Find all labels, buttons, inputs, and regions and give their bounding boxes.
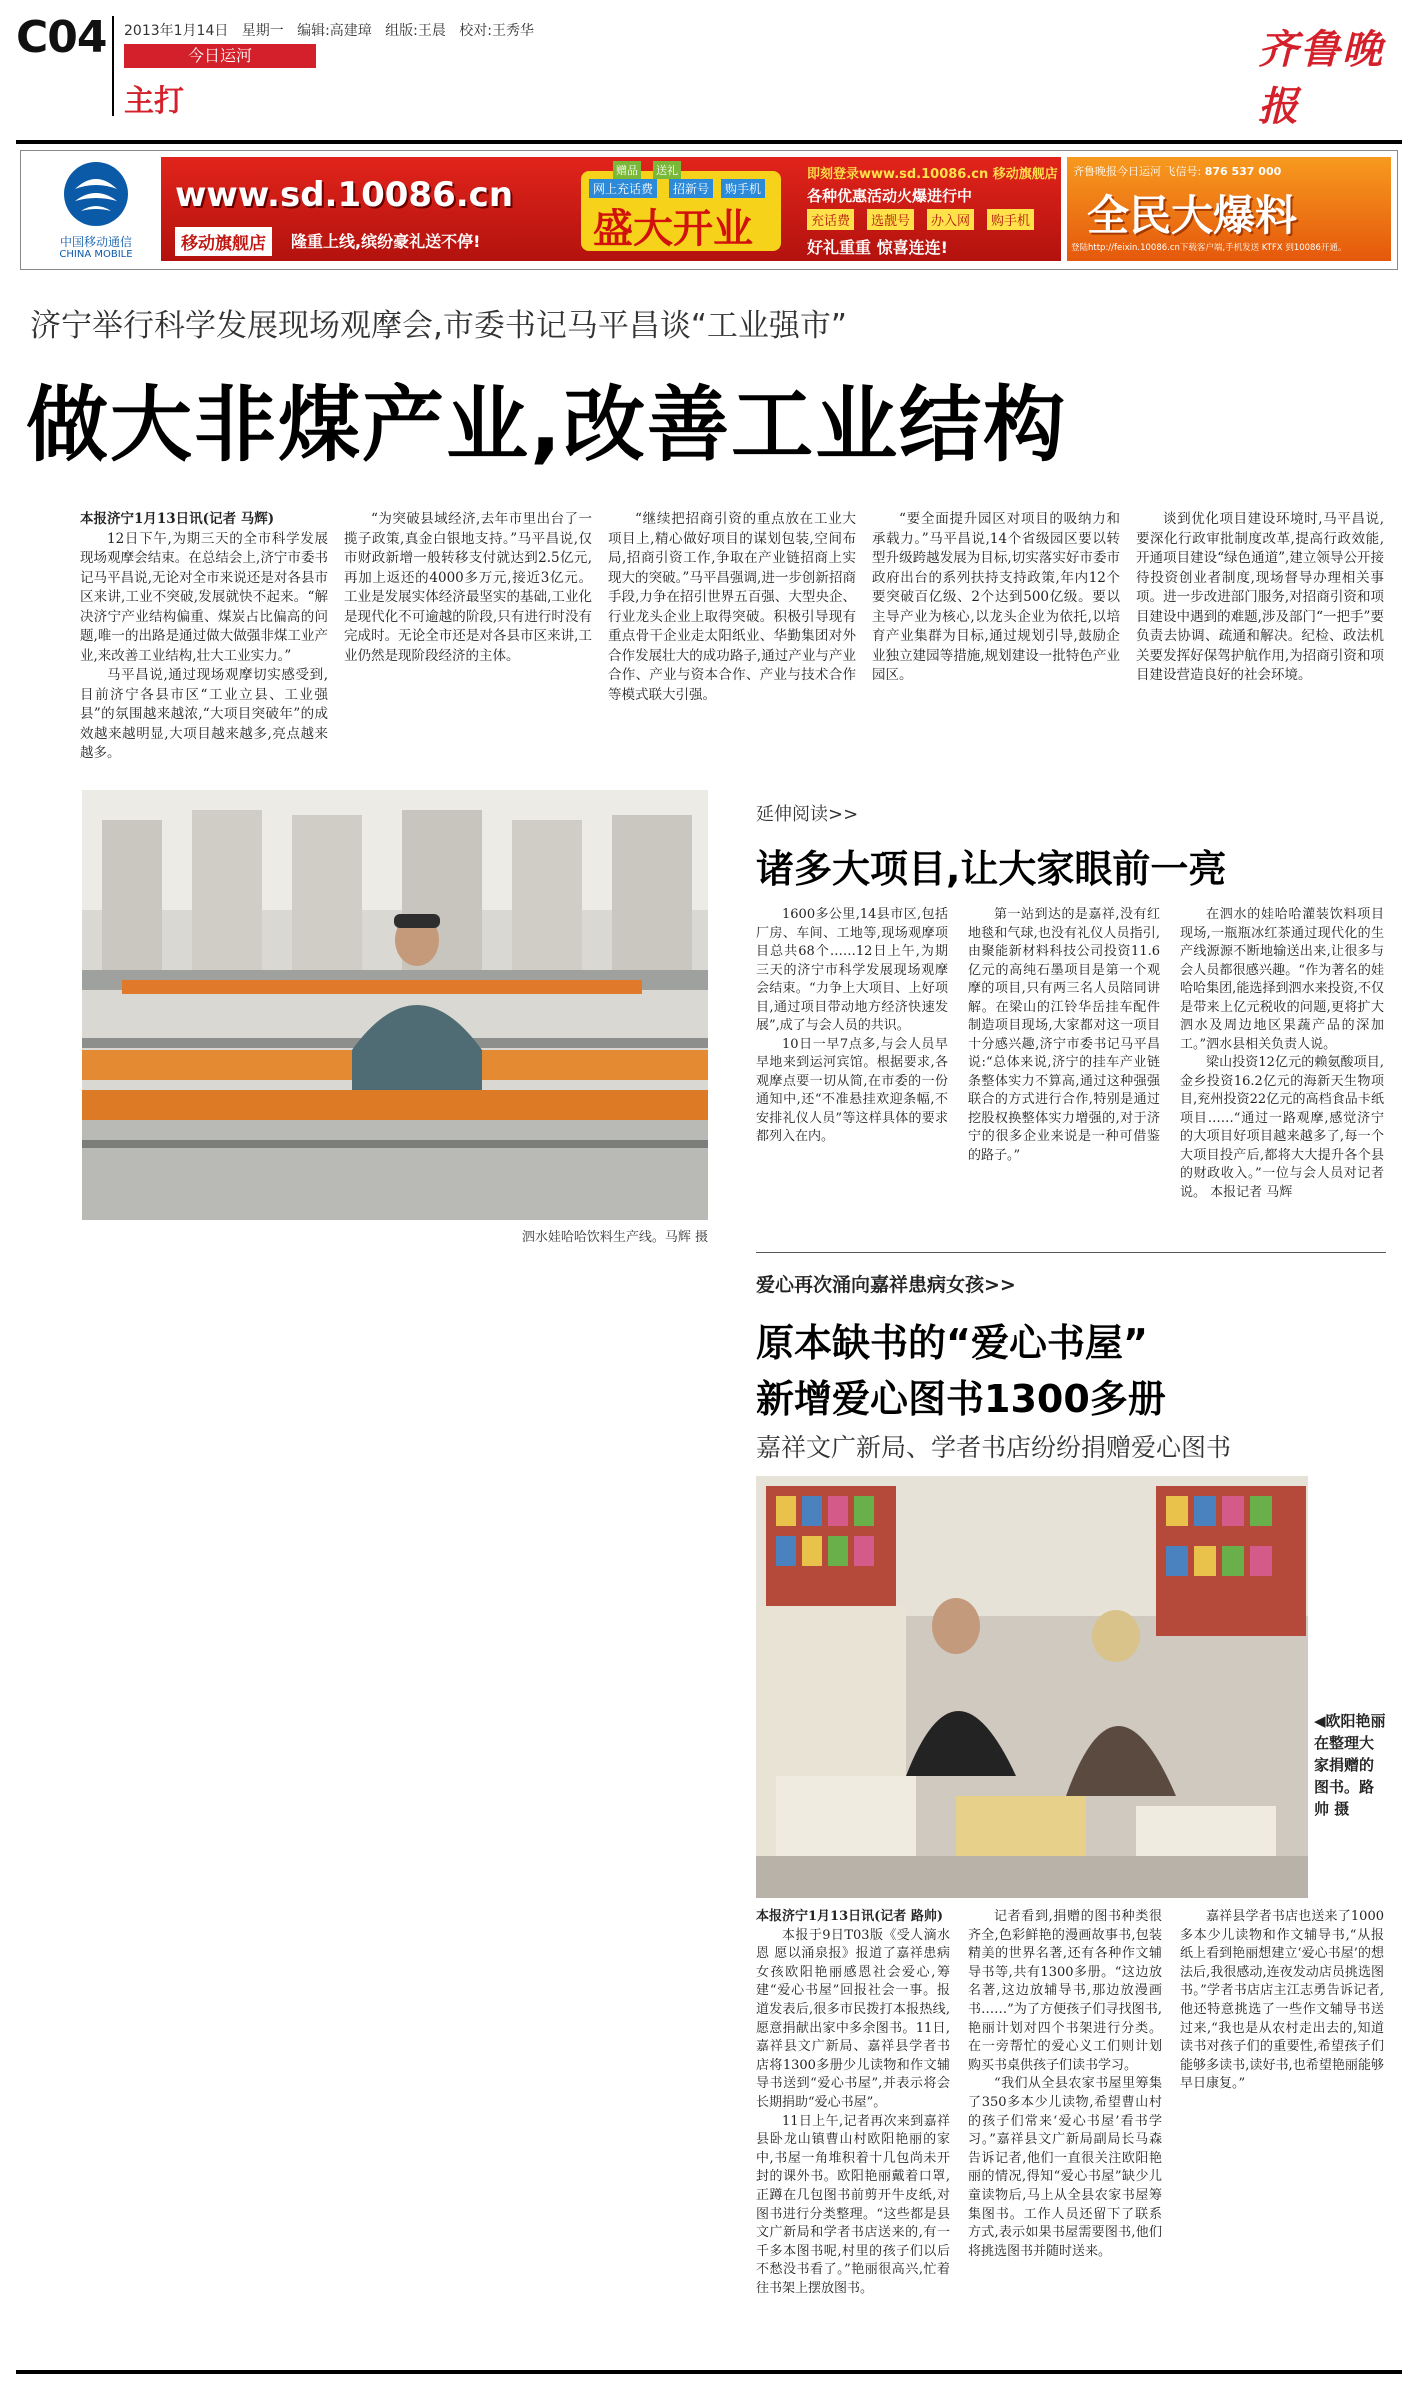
layout-credit: 组版:王晨 — [385, 23, 446, 39]
ad-login: 即刻登录www.sd.10086.cn 移动旗舰店 — [807, 167, 1058, 182]
article3-photo — [756, 1476, 1308, 1898]
tipline-note: 登陆http://feixin.10086.cn下载客户端,手机发送 KTFX 到10086开通。 — [1071, 243, 1347, 253]
proof-credit: 校对:王秀华 — [459, 23, 534, 39]
article1-para: “继续把招商引资的重点放在工业大项目上,精心做好项目的谋划包装,空间布局,招商引资工作,争取在产业链招商上实现大的突破。”马平昌强调,进一步创新招商手段,力争在招引世界五百强、大型央企、行业龙头企业上取得突破。积极引导现有重点骨干企业走太阳纸业、华勤集团对外合作发展壮大的成功路子,通过产业与产业合作、产业与资本合作、产业与技术合作等模式联大引强。 — [608, 511, 856, 703]
header-meta — [124, 20, 534, 40]
article1-para: “要全面提升园区对项目的吸纳力和承载力。”马平昌说,14个省级园区要以转型升级跨越发展为目标,切实落实好市委市政府出台的系列扶持支持政策,年内12个要突破百亿级、2个达到500亿级。要以主导产业为核心,以龙头企业为依托,以培育产业集群为目标,通过规划引导,鼓励企业独立建园等措施,规划建设一批特色产业园区。 — [872, 511, 1120, 683]
article3-col-2 — [968, 1908, 1162, 2364]
article3-para: “我们从全县农家书屋里筹集了350多本少儿读物,希望曹山村的孩子们常来‘爱心书屋’看书学习。”嘉祥县文广新局副局长马森告诉记者,他们一直很关注欧阳艳丽的情况,得知“爱心书屋”缺少儿童读物后,马上从全县农家书屋筹集图书。工作人员还留下了联系方式,表示如果书屋需要图书,他们将挑选图书并随时送来。 — [968, 2076, 1162, 2259]
article3-para: 嘉祥县学者书店也送来了1000多本少儿读物和作文辅导书,“从报纸上看到艳丽想建立‘爱心书屋’的想法后,我很感动,连夜发动店员挑选图书。”学者书店店主江志勇告诉记者,他还特意挑选了一些作文辅导书送过来,“我也是从农村走出去的,知道读书对孩子们的重要性,希望孩子们能够多读书,读好书,也希望艳丽能够早日康复。” — [1180, 1909, 1384, 2092]
ad-tag-2: 购手机 — [721, 179, 765, 198]
ad-url[interactable]: www.sd.10086.cn — [175, 175, 514, 215]
article3-byline: 本报济宁1月13日讯(记者 路帅) — [756, 1909, 943, 1924]
article2-para: 10日一早7点多,与会人员早早地来到运河宾馆。根据要求,各观摩点要一切从简,在市委的一份通知中,还“不准悬挂欢迎条幅,不安排礼仪人员”等这样具体的要求都列入在内。 — [756, 1036, 948, 1144]
bottling-line-illustration — [82, 790, 708, 1220]
ad-tag-1: 招新号 — [669, 179, 713, 198]
article2-headline: 诸多大项目,让大家眼前一亮 — [756, 847, 1227, 891]
tipline-head-label: 齐鲁晚报今日运河 飞信号: — [1073, 165, 1202, 178]
ad-tag-0: 网上充话费 — [589, 179, 657, 198]
article2-para: 1600多公里,14县市区,包括厂房、车间、工地等,现场观摩项目总共68个……12日上午,为期三天的济宁市科学发展现场观摩会结束。“力争上大项目、上好项目,通过项目带动地方经济快速发展”,成了与会人员的共识。 — [756, 907, 948, 1033]
ad-brand-en: CHINA MOBILE — [59, 249, 133, 260]
issue-weekday: 星期一 — [241, 23, 284, 39]
article2-kicker: 延伸阅读>> — [756, 804, 859, 825]
tipline-number: 876 537 000 — [1204, 165, 1282, 178]
article2-divider — [756, 1252, 1386, 1253]
article1-col-1 — [80, 510, 328, 764]
article1-para: 谈到优化项目建设环境时,马平昌说,要深化行政审批制度改革,提高行政效能,开通项目建设“绿色通道”,建立领导公开接待投资创业者制度,现场督导办理相关事项。进一步改进部门服务,对招商引资和项目建设中遇到的难题,涉及部门“一把手”要负责去协调、疏通和解决。纪检、政法机关要发挥好保驾护航作用,为招商引资和项目建设营造良好的社会环境。 — [1136, 511, 1384, 683]
ad-tag-4: 送礼 — [653, 161, 681, 179]
article2-col-2 — [968, 906, 1160, 1236]
footer-rule — [16, 2370, 1402, 2374]
article3-headline-2: 新增爱心图书1300多册 — [756, 1377, 1166, 1421]
article2-col-3 — [1180, 906, 1384, 1236]
article2-col-1 — [756, 906, 948, 1236]
article1-photo-caption: 泗水娃哈哈饮料生产线。马辉 摄 — [521, 1230, 708, 1245]
article2-para: 第一站到达的是嘉祥,没有红地毯和气球,也没有礼仪人员指引,由聚能新材料科技公司投资11.6亿元的高纯石墨项目是第一个观摩的项目,只有两三名人员陪同讲解。在梁山的江铃华岳挂车配件制造项目现场,大家都对这一项目十分感兴趣,济宁市委书记马平昌说:“总体来说,济宁的挂车产业链条整体实力不算高,通过这种强强联合的方式进行合作,特别是通过挖股权换整体实力增强的,对于济宁的很多企业来说是一种可借鉴的路子。” — [968, 907, 1160, 1163]
article3-para: 11日上午,记者再次来到嘉祥县卧龙山镇曹山村欧阳艳丽的家中,书屋一角堆积着十几包尚未开封的课外书。欧阳艳丽戴着口罩,正蹲在几包图书前剪开牛皮纸,对图书进行分类整理。“这些都是县文广新局和学者书店送来的,有一千多本图书呢,村里的孩子们以后不愁没书看了。”艳丽很高兴,忙着往书架上摆放图书。 — [756, 2113, 950, 2296]
tipline-head — [1073, 163, 1281, 179]
ad-tag-3: 赠品 — [613, 161, 641, 179]
article1-para: “为突破县域经济,去年市里出台了一揽子政策,真金白银地支持。”马平昌说,仅市财政新增一般转移支付就达到2.5亿元,再加上返还的4000多万元,接近3亿元。工业是发展实体经济最坚实的基础,工业化是现代化不可逾越的阶段,只有进行时没有完成时。无论全市还是对各县市区来讲,工业仍然是现阶段经济的主体。 — [344, 511, 592, 664]
ad-store-badge: 移动旗舰店 — [175, 227, 272, 256]
book-donation-illustration — [756, 1476, 1308, 1898]
article1-col-2 — [344, 510, 592, 764]
masthead-logo: 齐鲁晚报 — [1258, 26, 1384, 130]
article1-para: 12日下午,为期三天的全市科学发展现场观摩会结束。在总结会上,济宁市委书记马平昌说,无论对全市来说还是对各县市区来讲,工业不突破,发展就快不起来。“解决济宁产业结构偏重、煤炭占比偏高的问题,唯一的出路是通过做大做强非煤工业产业,来改善工业结构,壮大工业实力。” — [80, 530, 328, 664]
article3-headline-1: 原本缺书的“爱心书屋” — [756, 1321, 1148, 1365]
article1-kicker: 济宁举行科学发展现场观摩会,市委书记马平昌谈“工业强市” — [30, 308, 847, 344]
ad-activity: 各种优惠活动火爆进行中 — [807, 187, 973, 205]
header-divider — [112, 16, 114, 116]
article3-kicker: 爱心再次涌向嘉祥患病女孩>> — [756, 1274, 1016, 1296]
ad-banner[interactable] — [20, 150, 1398, 270]
article1-photo — [82, 790, 708, 1220]
ad-main-panel[interactable] — [161, 157, 1061, 261]
ad-grand-opening: 盛大开业 — [593, 206, 753, 252]
ad-service-1[interactable]: 选靓号 — [867, 209, 914, 230]
page-number: C04 — [16, 12, 107, 63]
article2-para: 在泗水的娃哈哈灌装饮料项目现场,一瓶瓶冰红茶通过现代化的生产线源源不断地输送出来,让很多与会人员都很感兴趣。“作为著名的娃哈哈集团,能选择到泗水来投资,不仅是带来上亿元税收的问题,更将扩大泗水及周边地区果蔬产品的深加工。”泗水县相关负责人说。 — [1180, 907, 1384, 1052]
article1-col-4 — [872, 510, 1120, 764]
section-tag: 今日运河 — [124, 44, 316, 68]
article3-col-3 — [1180, 1908, 1384, 2364]
article3-col-1 — [756, 1908, 950, 2364]
article1-col-3 — [608, 510, 856, 764]
article3-photo-caption: ◀欧阳艳丽在整理大家捐赠的图书。路帅 摄 — [1314, 1712, 1386, 1818]
ad-gifts: 好礼重重 惊喜连连! — [807, 238, 948, 257]
article3-para: 本报于9日T03版《受人滴水恩 愿以涌泉报》报道了嘉祥患病女孩欧阳艳丽感恩社会爱心,筹建“爱心书屋”回报社会一事。报道发表后,很多市民拨打本报热线,愿意捐献出家中多余图书。11日,嘉祥县文广新局、嘉祥县学者书店将1300多册少儿读物和作文辅导书送到“爱心书屋”,并表示将会长期捐助“爱心书屋”。 — [756, 1927, 950, 2110]
tipline-title: 全民大爆料 — [1087, 191, 1298, 240]
article1-byline: 本报济宁1月13日讯(记者 马辉) — [80, 511, 275, 527]
subsection-title: 主打 — [124, 84, 184, 119]
article1-para: 马平昌说,通过现场观摩切实感受到,目前济宁各县市区“工业立县、工业强县”的氛围越来越浓,“大项目突破年”的成效越来越明显,大项目越来越多,亮点越来越多。 — [80, 667, 328, 761]
article2-para: 梁山投资12亿元的赖氨酸项目,金乡投资16.2亿元的海新天生物项目,兖州投资22亿元的高档食品卡纸项目……“通过一路观摩,感觉济宁的大项目好项目越来越多了,每一个大项目投产后,都将大大提升各个县的财政收入。”一位与会人员对记者说。 本报记者 马辉 — [1180, 1055, 1384, 1200]
article1-headline: 做大非煤产业,改善工业结构 — [26, 378, 1068, 473]
header-rule — [16, 140, 1402, 144]
article1-col-5 — [1136, 510, 1384, 764]
article3-subhead: 嘉祥文广新局、学者书店纷纷捐赠爱心图书 — [756, 1433, 1232, 1462]
article3-para: 记者看到,捐赠的图书种类很齐全,色彩鲜艳的漫画故事书,包装精美的世界名著,还有各种作文辅导书等,共有1300多册。“这边放名著,这边放辅导书,那边放漫画书……”为了方便孩子们寻找图书,艳丽计划对四个书架进行分类。在一旁帮忙的爱心义工们则计划购买书桌供孩子们读书学习。 — [968, 1909, 1162, 2073]
issue-date: 2013年1月14日 — [124, 23, 229, 39]
china-mobile-logo — [61, 159, 131, 229]
ad-slogan: 隆重上线,缤纷豪礼送不停! — [291, 232, 481, 251]
ad-service-2[interactable]: 办入网 — [927, 209, 974, 230]
editor-credit: 编辑:高建璋 — [297, 23, 372, 39]
ad-tipline-panel[interactable] — [1067, 157, 1391, 261]
ad-brand-cn: 中国移动通信 — [59, 235, 132, 249]
ad-service-0[interactable]: 充话费 — [807, 209, 854, 230]
ad-service-3[interactable]: 购手机 — [987, 209, 1034, 230]
